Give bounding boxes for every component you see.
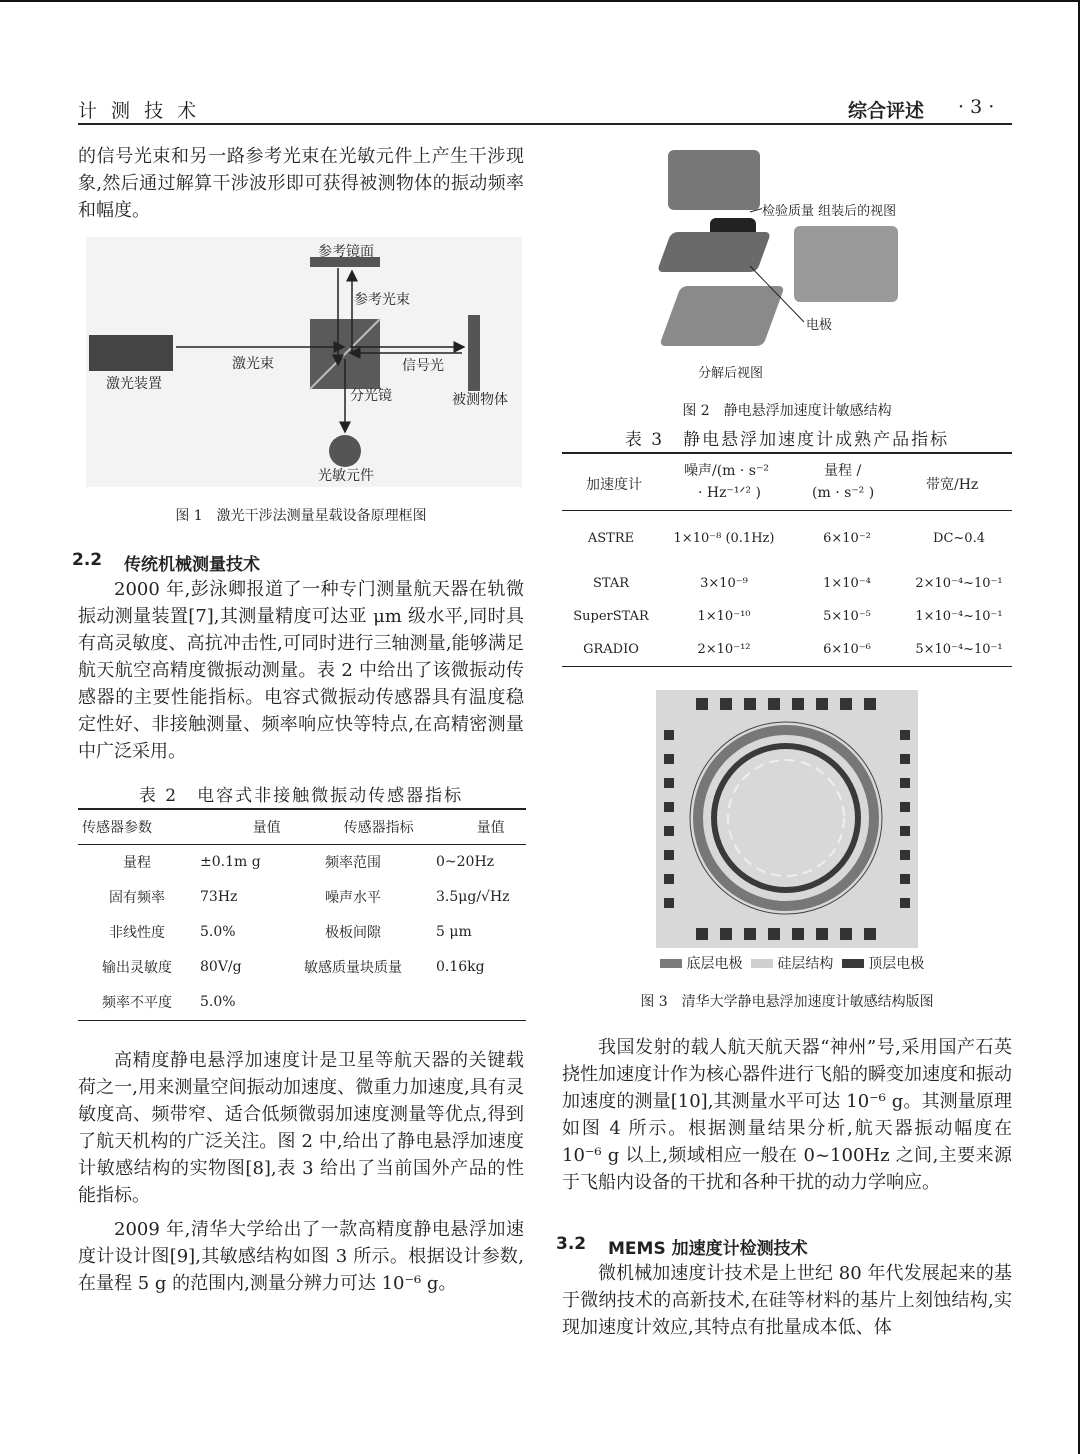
figure-1 — [86, 237, 522, 487]
table-3 — [562, 452, 1012, 667]
figure-2 — [660, 146, 916, 382]
table-3-caption: 表 3 静电悬浮加速度计成熟产品指标 — [624, 430, 950, 450]
figure-3-legend — [660, 953, 924, 973]
table-cell: 73Hz — [200, 889, 238, 905]
legend-silicon-structure: 硅层结构 — [777, 956, 834, 972]
table-row — [78, 915, 526, 950]
label-electrode: 电极 — [806, 318, 833, 333]
page-number: · 3 · — [958, 96, 995, 118]
table-cell: 噪声水平 — [325, 890, 381, 906]
table-cell: 输出灵敏度 — [102, 960, 172, 976]
label-beam-splitter: 分光镜 — [350, 388, 392, 404]
right-paragraph-6: 微机械加速度计技术是上世纪 80 年代发展起来的基于微纳技术的高新技术,在硅等材料的基片上刻蚀结构,实现加速度计效应,其特点有批量成本低、体 — [562, 1263, 1012, 1338]
table-cell: ±0.1m g — [200, 854, 261, 870]
table-cell: 5×10⁻⁴~10⁻¹ — [915, 641, 1003, 657]
journal-name: 计 测 技 术 — [78, 100, 201, 122]
table-cell — [432, 985, 526, 1020]
label-reference-beam: 参考光束 — [354, 292, 410, 308]
table-cell: 5 μm — [436, 924, 472, 940]
label-exploded-view: 分解后视图 — [698, 366, 764, 381]
table-row — [78, 880, 526, 915]
table-2-header: 量值 — [476, 819, 505, 836]
table-row — [562, 633, 1012, 666]
table-cell: 量程 — [123, 855, 151, 871]
table-cell: 80V/g — [200, 959, 242, 975]
table-cell: 3.5μg/√Hz — [436, 889, 510, 905]
table-cell: 5.0% — [200, 994, 236, 1010]
table-cell: ASTRE — [587, 531, 635, 546]
table-2-header: 传感器指标 — [343, 819, 414, 836]
table-row — [78, 845, 526, 880]
table-3-body — [562, 511, 1012, 666]
sensor-layout-drawing — [656, 690, 918, 948]
left-paragraph-1: 的信号光束和另一路参考光束在光敏元件上产生干涉现象,然后通过解算干涉波形即可获得被测物体的振动频率和幅度。 — [78, 146, 524, 221]
label-laser-device: 激光装置 — [106, 376, 162, 392]
table-cell: GRADIO — [583, 641, 639, 657]
label-laser-beam: 激光束 — [232, 356, 274, 372]
table-3-header-range: 量程 / — [824, 462, 862, 479]
label-measured-object: 被测物体 — [452, 392, 508, 408]
table-cell: 1×10⁻⁸ (0.1Hz) — [673, 531, 775, 546]
table-2-header: 传感器参数 — [82, 819, 152, 836]
table-cell: 非线性度 — [109, 925, 165, 941]
legend-bottom-electrode: 底层电极 — [686, 956, 743, 972]
table-3-header-noise-unit: · Hz⁻¹ᐟ² ) — [698, 484, 761, 501]
page-border-top — [0, 0, 1080, 2]
table-cell: 6×10⁻² — [823, 531, 871, 546]
header-rule — [78, 123, 1012, 125]
table-cell: 0~20Hz — [436, 854, 495, 870]
table-cell: 2×10⁻⁴~10⁻¹ — [915, 575, 1003, 591]
left-paragraph-3: 高精度静电悬浮加速度计是卫星等航天器的关键载荷之一,用来测量空间振动加速度、微重力加速度,具有灵敏度高、频带窄、适合低频微弱加速度测量等优点,得到了航天机构的广泛关注。图 2 中,给出了静电悬浮加速度计敏感结构的实物图[8],表 3 给出了当前国外产品的性能指标。 — [78, 1050, 524, 1206]
legend-swatch-top — [842, 959, 864, 968]
table-cell: 极板间隙 — [325, 925, 381, 941]
table-cell: 固有频率 — [109, 890, 165, 906]
section-2-2-number: 2.2 — [72, 550, 103, 570]
table-cell: 5×10⁻⁵ — [823, 608, 871, 624]
label-signal-light: 信号光 — [402, 358, 444, 374]
table-cell: 2×10⁻¹² — [697, 641, 751, 657]
table-2-header: 量值 — [252, 819, 281, 836]
table-row — [562, 511, 1012, 567]
table-2-grid — [78, 810, 526, 844]
table-row — [562, 600, 1012, 633]
figure-2-leader-lines — [660, 146, 916, 382]
figure-3-caption: 图 3 清华大学静电悬浮加速度计敏感结构版图 — [640, 994, 934, 1010]
left-paragraph-2: 2000 年,彭泳卿报道了一种专门测量航天器在轨微振动测量装置[7],其测量精度可达亚 μm 级水平,同时具有高灵敏度、高抗冲击性,可同时进行三轴测量,能够满足航天航空高精度微振动测量。表 2 中给出了该微振动传感器的主要性能指标。电容式微振动传感器具有温度稳定性好、非接触测量、频率响应快等特点,在高精密测量中广泛采用。 — [78, 579, 524, 762]
section-3-2-title: MEMS 加速度计检测技术 — [608, 1239, 808, 1259]
figure-2-caption: 图 2 静电悬浮加速度计敏感结构 — [682, 403, 892, 419]
table-3-header — [562, 454, 1012, 510]
section-3-2-number: 3.2 — [556, 1234, 587, 1254]
table-cell: 1×10⁻⁴ — [823, 575, 871, 591]
figure-3-layout — [656, 690, 918, 948]
table-3-header-noise: 噪声/(m · s⁻² — [684, 462, 769, 479]
label-reference-mirror: 参考镜面 — [318, 244, 374, 260]
table-2-header-row — [78, 810, 526, 844]
table-2-body — [78, 845, 526, 1020]
label-photo-element: 光敏元件 — [318, 468, 374, 484]
legend-swatch-silicon — [751, 959, 773, 968]
table-cell: 0.16kg — [436, 959, 485, 975]
table-2 — [78, 808, 526, 1021]
interferometer-diagram — [86, 237, 522, 487]
table-cell: 5.0% — [200, 924, 236, 940]
table-cell: 1×10⁻⁴~10⁻¹ — [915, 608, 1003, 624]
table-cell — [274, 985, 432, 1020]
left-paragraph-4: 2009 年,清华大学给出了一款高精度静电悬浮加速度计设计图[9],其敏感结构如图 3 所示。根据设计参数,在量程 5 g 的范围内,测量分辨力可达 10⁻⁶ g。 — [78, 1219, 524, 1294]
table-cell: STAR — [592, 575, 630, 591]
table-cell: 敏感质量块质量 — [304, 960, 402, 976]
table-cell: 频率不平度 — [102, 995, 172, 1011]
table-cell: 6×10⁻⁶ — [823, 641, 871, 657]
label-proof-mass: 检验质量 组装后的视图 — [762, 200, 896, 219]
legend-top-electrode: 顶层电极 — [868, 956, 925, 972]
table-3-header-range-unit: (m · s⁻² ) — [812, 484, 875, 501]
table-3-header-accelerometer: 加速度计 — [586, 476, 642, 493]
table-cell: 1×10⁻¹⁰ — [697, 608, 751, 624]
table-row — [78, 950, 526, 985]
table-2-caption: 表 2 电容式非接触微振动传感器指标 — [138, 786, 464, 806]
section-name: 综合评述 — [848, 100, 925, 122]
table-3-header-bandwidth: 带宽/Hz — [926, 476, 979, 493]
figure-1-caption: 图 1 激光干涉法测量星载设备原理框图 — [175, 508, 427, 524]
table-cell: 频率范围 — [325, 855, 381, 871]
right-paragraph-5: 我国发射的载人航天航天器“神州”号,采用国产石英挠性加速度计作为核心器件进行飞船的瞬变加速度和振动加速度的测量[10],其测量水平可达 10⁻⁶ g。其测量原理如图 4 所示。根据测量结果分析,航天器振动幅度在 10⁻⁶ g 以上,频域相应一般在 0~100Hz 之间,主要来源于飞船内设备的干扰和各种干扰的动力学响应。 — [562, 1037, 1012, 1193]
table-cell: 3×10⁻⁹ — [700, 575, 748, 591]
section-2-2-title: 传统机械测量技术 — [124, 555, 260, 575]
table-row — [562, 567, 1012, 600]
table-cell: DC~0.4 — [933, 531, 985, 546]
legend-swatch-bottom — [660, 959, 682, 968]
table-row — [78, 985, 526, 1020]
table-cell: SuperSTAR — [573, 608, 649, 624]
